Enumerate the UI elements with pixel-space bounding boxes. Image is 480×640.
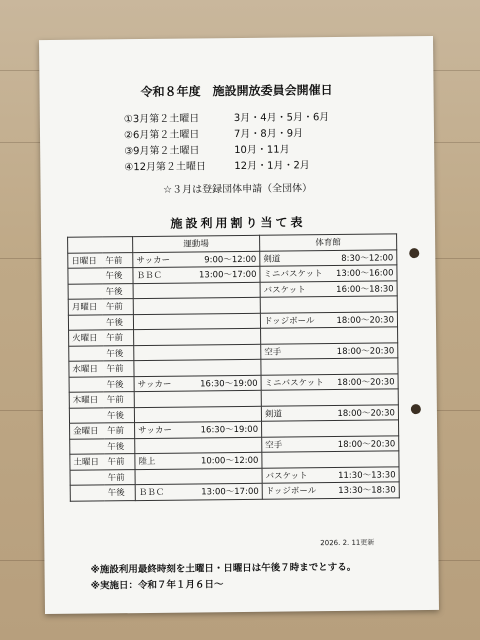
slot-label: 午前 bbox=[106, 364, 124, 375]
meeting-date-row bbox=[124, 155, 330, 173]
day-label: 月曜日 bbox=[71, 302, 98, 313]
gym-time: 18:00～20:30 bbox=[337, 439, 396, 450]
ground-cell bbox=[133, 266, 260, 283]
meeting-months: 7月・8月・9月 bbox=[233, 127, 304, 140]
footer-note-1: ※施設利用最終時刻を土曜日・日曜日は午後７時までとする。 bbox=[90, 561, 357, 576]
table-title: 施設利用割り当て表 bbox=[170, 215, 306, 231]
gym-cell bbox=[260, 311, 397, 328]
slot-label: 午前 bbox=[107, 472, 125, 484]
slot-label: 午後 bbox=[106, 379, 124, 391]
ground-time: 13:00～17:00 bbox=[201, 487, 259, 498]
meeting-label: ④12月第２土曜日 bbox=[124, 160, 207, 173]
ground-cell bbox=[133, 282, 260, 299]
ground-time: 16:30～19:00 bbox=[200, 378, 258, 390]
slot-cell bbox=[104, 407, 135, 423]
punch-hole bbox=[409, 248, 419, 258]
ground-cell bbox=[135, 421, 262, 438]
ground-cell bbox=[135, 468, 262, 485]
ground-cell bbox=[135, 483, 262, 500]
gym-cell bbox=[262, 420, 399, 437]
registration-note: ☆３月は登録団体申請（全団体） bbox=[163, 183, 313, 196]
ground-cell bbox=[133, 251, 260, 268]
day-cell bbox=[69, 392, 104, 408]
header-slot bbox=[102, 237, 133, 253]
slot-cell bbox=[102, 252, 133, 268]
ground-activity: サッカー bbox=[136, 255, 171, 266]
gym-time: 13:30～18:30 bbox=[338, 485, 396, 497]
gym-activity: ミニバスケット bbox=[264, 377, 324, 389]
meeting-label: ①3月第２土曜日 bbox=[123, 112, 200, 125]
updated-date: 2026. 2. 11更新 bbox=[320, 538, 375, 548]
day-cell bbox=[69, 361, 104, 377]
day-cell bbox=[68, 252, 103, 268]
slot-cell bbox=[103, 283, 134, 299]
gym-cell bbox=[261, 358, 398, 375]
day-cell bbox=[69, 407, 104, 423]
ground-cell bbox=[134, 328, 261, 345]
meeting-months: 12月・1月・2月 bbox=[234, 159, 310, 172]
ground-cell bbox=[135, 437, 262, 454]
day-cell bbox=[70, 438, 105, 454]
slot-cell bbox=[104, 392, 135, 408]
gym-time: 18:00～20:30 bbox=[336, 315, 395, 326]
slot-label: 午前 bbox=[107, 426, 125, 437]
ground-time: 13:00～17:00 bbox=[198, 270, 257, 281]
gym-time: 18:00～20:30 bbox=[337, 377, 395, 388]
slot-label: 午後 bbox=[105, 317, 124, 329]
day-cell bbox=[68, 314, 103, 330]
ground-time: 9:00～12:00 bbox=[204, 254, 257, 266]
header-day bbox=[68, 237, 103, 253]
gym-activity: 空手 bbox=[264, 347, 282, 358]
ground-activity: サッカー bbox=[138, 425, 173, 437]
slot-cell bbox=[103, 361, 134, 377]
ground-time: 16:30～19:00 bbox=[200, 425, 259, 436]
meeting-dates bbox=[124, 107, 330, 173]
gym-cell bbox=[261, 404, 398, 421]
gym-cell bbox=[261, 342, 398, 359]
gym-time: 18:00～20:30 bbox=[336, 346, 395, 357]
gym-cell bbox=[260, 249, 397, 266]
slot-label: 午後 bbox=[106, 410, 125, 422]
slot-cell bbox=[103, 345, 134, 361]
day-cell bbox=[70, 423, 105, 439]
meeting-label: ②6月第２土曜日 bbox=[123, 128, 200, 141]
header-ground: 運動場 bbox=[133, 235, 260, 252]
gym-time: 8:30～12:00 bbox=[341, 253, 394, 264]
slot-label: 午後 bbox=[107, 488, 125, 499]
schedule-table bbox=[67, 233, 400, 501]
slot-cell bbox=[103, 299, 134, 315]
gym-activity: ミニバスケット bbox=[263, 269, 323, 280]
slot-label: 午後 bbox=[106, 348, 124, 360]
day-cell bbox=[68, 283, 103, 299]
slot-cell bbox=[104, 438, 135, 454]
gym-time: 11:30～13:30 bbox=[338, 470, 396, 481]
paper-sheet bbox=[39, 36, 439, 614]
gym-activity: 剣道 bbox=[264, 409, 283, 420]
slot-label: 午前 bbox=[106, 333, 124, 344]
slot-cell bbox=[105, 469, 136, 485]
ground-cell bbox=[133, 313, 260, 330]
day-cell bbox=[70, 469, 105, 485]
ground-activity: ＢＢＣ bbox=[136, 271, 163, 282]
slot-cell bbox=[104, 454, 135, 470]
gym-time: 18:00～20:30 bbox=[337, 408, 395, 419]
slot-label: 午前 bbox=[106, 395, 124, 406]
gym-cell bbox=[261, 389, 398, 406]
ground-activity: 陸上 bbox=[138, 457, 156, 468]
gym-cell bbox=[260, 280, 397, 297]
meeting-months: 10月・11月 bbox=[234, 143, 290, 156]
day-cell bbox=[69, 345, 104, 361]
day-cell bbox=[70, 485, 105, 501]
day-label: 日曜日 bbox=[71, 256, 97, 267]
ground-cell bbox=[133, 297, 260, 314]
slot-label: 午後 bbox=[105, 271, 123, 282]
slot-label: 午後 bbox=[105, 286, 123, 298]
ground-cell bbox=[134, 375, 261, 392]
gym-cell bbox=[260, 296, 397, 313]
day-label: 火曜日 bbox=[72, 333, 98, 344]
slot-cell bbox=[102, 268, 133, 284]
day-cell bbox=[69, 330, 104, 346]
gym-cell bbox=[261, 373, 398, 390]
day-label: 土曜日 bbox=[73, 457, 100, 468]
ground-activity: サッカー bbox=[137, 379, 172, 390]
ground-activity: ＢＢＣ bbox=[138, 488, 165, 499]
day-cell bbox=[68, 268, 103, 284]
ground-cell bbox=[134, 359, 261, 376]
slot-cell bbox=[103, 314, 134, 330]
meeting-label: ③9月第２土曜日 bbox=[124, 144, 200, 157]
ground-time: 10:00～12:00 bbox=[200, 456, 259, 467]
gym-cell bbox=[262, 451, 399, 468]
gym-activity: 剣道 bbox=[263, 254, 281, 265]
meeting-date-row bbox=[124, 123, 330, 141]
meeting-months: 3月・4月・5月・6月 bbox=[233, 111, 330, 124]
gym-activity: バスケット bbox=[263, 285, 306, 296]
gym-cell bbox=[262, 435, 399, 452]
ground-cell bbox=[134, 344, 261, 361]
slot-label: 午前 bbox=[105, 255, 123, 267]
day-cell bbox=[70, 454, 105, 470]
day-cell bbox=[69, 376, 104, 392]
slot-label: 午前 bbox=[105, 302, 123, 313]
slot-cell bbox=[104, 423, 135, 439]
gym-time: 13:00～16:00 bbox=[335, 268, 394, 280]
ground-cell bbox=[134, 406, 261, 423]
slot-cell bbox=[103, 330, 134, 346]
meeting-date-row bbox=[124, 107, 330, 125]
gym-activity: 空手 bbox=[265, 440, 283, 451]
slot-cell bbox=[105, 485, 136, 501]
header-gym: 体育館 bbox=[260, 234, 397, 251]
gym-activity: ドッジボール bbox=[265, 486, 317, 497]
day-label: 水曜日 bbox=[72, 364, 99, 375]
gym-time: 16:00～18:30 bbox=[336, 284, 394, 295]
gym-cell bbox=[261, 327, 398, 344]
footer-note-2: ※実施日：令和７年１月６日～ bbox=[90, 579, 224, 592]
day-label: 金曜日 bbox=[73, 426, 99, 437]
table-row bbox=[70, 482, 399, 501]
ground-cell bbox=[135, 452, 262, 469]
gym-cell bbox=[262, 482, 399, 499]
slot-label: 午前 bbox=[107, 457, 125, 468]
gym-cell bbox=[260, 265, 397, 282]
document-title: 令和８年度 施設開放委員会開催日 bbox=[140, 83, 333, 100]
ground-cell bbox=[134, 390, 261, 407]
slot-label: 午後 bbox=[107, 441, 125, 453]
day-label: 木曜日 bbox=[72, 395, 99, 406]
gym-cell bbox=[262, 466, 399, 483]
gym-activity: バスケット bbox=[265, 471, 308, 482]
gym-activity: ドッジボール bbox=[263, 315, 315, 327]
slot-cell bbox=[104, 376, 135, 392]
day-cell bbox=[68, 299, 103, 315]
punch-hole bbox=[411, 404, 421, 414]
